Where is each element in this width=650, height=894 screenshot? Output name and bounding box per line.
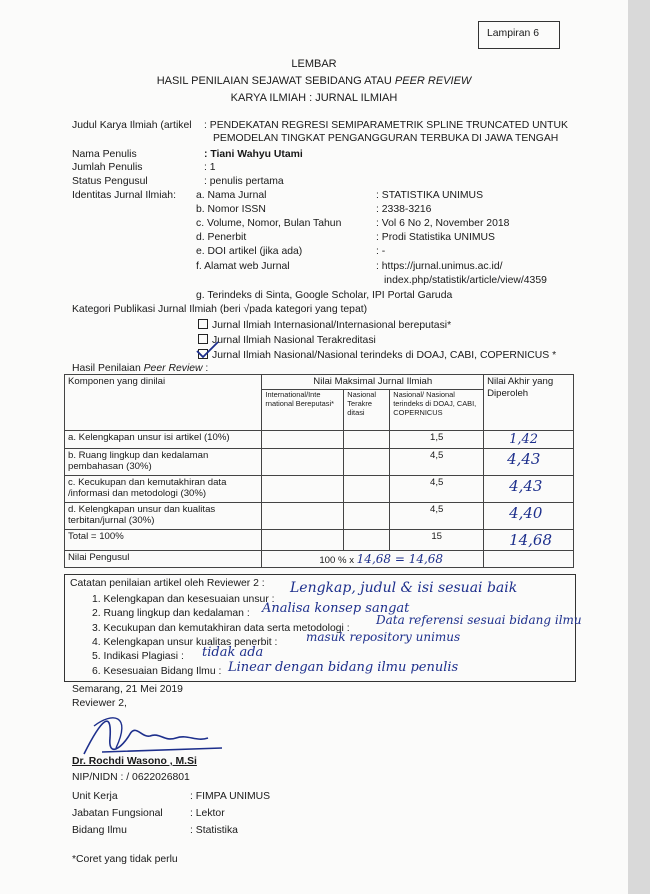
handwritten-check-icon [194, 340, 220, 360]
note-comment: tidak ada [202, 645, 264, 660]
category-option: Jurnal Ilmiah Internasional/Internasional bereputasi* [198, 319, 451, 332]
table-row [65, 503, 574, 530]
journal-item-value: : 2338-3216 [376, 204, 432, 215]
note-label: 6. Kesesuaian Bidang Ilmu : [92, 666, 222, 677]
score-table [64, 374, 574, 568]
note-comment: Analisa konsep sangat [262, 601, 410, 616]
col-final-header: Nilai Akhir yang Diperoleh [484, 375, 574, 431]
nama-label: Nama Penulis [72, 149, 137, 160]
journal-item-value: : https://jurnal.unimus.ac.id/ [376, 261, 503, 272]
field-value: : Statistika [190, 825, 238, 836]
journal-item-label: a. Nama Jurnal [196, 190, 267, 201]
journal-item-label: d. Penerbit [196, 232, 247, 243]
notes-title: Catatan penilaian artikel oleh Reviewer 2 : [70, 578, 265, 589]
row-max: 4,5 [390, 503, 484, 530]
journal-url-line2: index.php/statistik/article/view/4359 [384, 275, 547, 286]
note-comment: Lengkap, judul & isi sesuai baik [290, 580, 518, 596]
indexing: g. Terindeks di Sinta, Google Scholar, IPI Portal Garuda [196, 290, 453, 301]
row-score: 1,42 [484, 431, 574, 449]
table-row [65, 449, 574, 476]
jumlah-value: : 1 [204, 162, 216, 173]
judul-label: Judul Karya Ilmiah (artikel [72, 120, 192, 131]
reviewer-label: Reviewer 2, [72, 698, 127, 709]
row-max: 4,5 [390, 449, 484, 476]
nama-value: : Tiani Wahyu Utami [204, 149, 303, 160]
judul-value-1: : PENDEKATAN REGRESI SEMIPARAMETRIK SPLINE TRUNCATED UNTUK [204, 120, 568, 131]
journal-item-value: : - [376, 246, 386, 257]
total-score: 14,68 [484, 530, 574, 551]
table-row [65, 551, 574, 568]
title-line3: KARYA ILMIAH : JURNAL ILMIAH [230, 92, 398, 104]
category-option: Jurnal Ilmiah Nasional/Nasional terindeks di DOAJ, CABI, COPERNICUS * [198, 349, 556, 362]
journal-item-value: : Vol 6 No 2, November 2018 [376, 218, 510, 229]
pengusul-calc: 100 % x 14,68 = 14,68 [262, 551, 484, 568]
pengusul-label: Nilai Pengusul [65, 551, 262, 568]
place-date: Semarang, 21 Mei 2019 [72, 684, 183, 695]
reviewer-nip: NIP/NIDN : / 0622026801 [72, 772, 190, 783]
field-label: Unit Kerja [72, 791, 118, 802]
row-label: b. Ruang lingkup dan kedalaman pembahasan (30%) [65, 449, 262, 476]
col-max-header: Nilai Maksimal Jurnal Ilmiah [262, 375, 484, 390]
note-comment: Linear dengan bidang ilmu penulis [228, 660, 459, 675]
row-label: c. Kecukupan dan kemutakhiran data /informasi dan metodologi (30%) [65, 476, 262, 503]
row-label: a. Kelengkapan unsur isi artikel (10%) [65, 431, 262, 449]
title-line1: LEMBAR [291, 58, 337, 70]
row-max: 4,5 [390, 476, 484, 503]
table-row [65, 530, 574, 551]
sub-accredited: Nasional Terakre ditasi [344, 390, 390, 431]
category-label: Kategori Publikasi Jurnal Ilmiah (beri √pada kategori yang tepat) [72, 304, 368, 315]
note-label: 3. Kecukupan dan kemutakhiran data serta metodologi : [92, 623, 350, 634]
field-value: : FIMPA UNIMUS [190, 791, 271, 802]
journal-item-label: c. Volume, Nomor, Bulan Tahun [196, 218, 342, 229]
identitas-label: Identitas Jurnal Ilmiah: [72, 190, 176, 201]
note-label: 5. Indikasi Plagiasi : [92, 651, 184, 662]
note-label: 2. Ruang lingkup dan kedalaman : [92, 608, 250, 619]
table-row [65, 375, 574, 390]
note-label: 4. Kelengkapan unsur kualitas penerbit : [92, 637, 278, 648]
footnote: *Coret yang tidak perlu [72, 854, 178, 865]
sub-national: Nasional/ Nasional terindeks di DOAJ, CABI, COPERNICUS [390, 390, 484, 431]
title-line2: HASIL PENILAIAN SEJAWAT SEBIDANG ATAU PEER REVIEW [156, 75, 472, 87]
journal-item-value: : Prodi Statistika UNIMUS [376, 232, 495, 243]
field-label: Bidang Ilmu [72, 825, 127, 836]
journal-item-label: b. Nomor ISSN [196, 204, 266, 215]
note-comment: masuk repository unimus [306, 630, 461, 644]
judul-value-2: PEMODELAN TINGKAT PENGANGGURAN TERBUKA DI JAWA TENGAH [213, 133, 559, 144]
table-row [65, 476, 574, 503]
journal-item-label: f. Alamat web Jurnal [196, 261, 290, 272]
col-component-header: Komponen yang dinilai [65, 375, 262, 431]
field-label: Jabatan Fungsional [72, 808, 163, 819]
sub-international: International/Inte rnational Bereputasi* [262, 390, 344, 431]
results-label: Hasil Penilaian Peer Review : [72, 363, 209, 374]
reviewer-name: Dr. Rochdi Wasono , M.Si [72, 756, 197, 767]
total-label: Total = 100% [65, 530, 262, 551]
total-max: 15 [390, 530, 484, 551]
row-score: 4,43 [484, 476, 574, 503]
row-score: 4,43 [484, 449, 574, 476]
field-value: : Lektor [190, 808, 225, 819]
category-option: Jurnal Ilmiah Nasional Terakreditasi [198, 334, 376, 347]
status-value: : penulis pertama [204, 176, 284, 187]
checkbox-icon [198, 319, 208, 329]
jumlah-label: Jumlah Penulis [72, 162, 143, 173]
journal-item-label: e. DOI artikel (jika ada) [196, 246, 303, 257]
status-label: Status Pengusul [72, 176, 148, 187]
row-label: d. Kelengkapan unsur dan kualitas terbitan/jurnal (30%) [65, 503, 262, 530]
row-score: 4,40 [484, 503, 574, 530]
attachment-label: Lampiran 6 [487, 28, 539, 39]
note-label: 1. Kelengkapan dan kesesuaian unsur : [92, 594, 275, 605]
table-row [65, 431, 574, 449]
row-max: 1,5 [390, 431, 484, 449]
note-comment: Data referensi sesuai bidang ilmu [376, 613, 582, 627]
journal-item-value: : STATISTIKA UNIMUS [376, 190, 483, 201]
signature-image [72, 708, 232, 762]
